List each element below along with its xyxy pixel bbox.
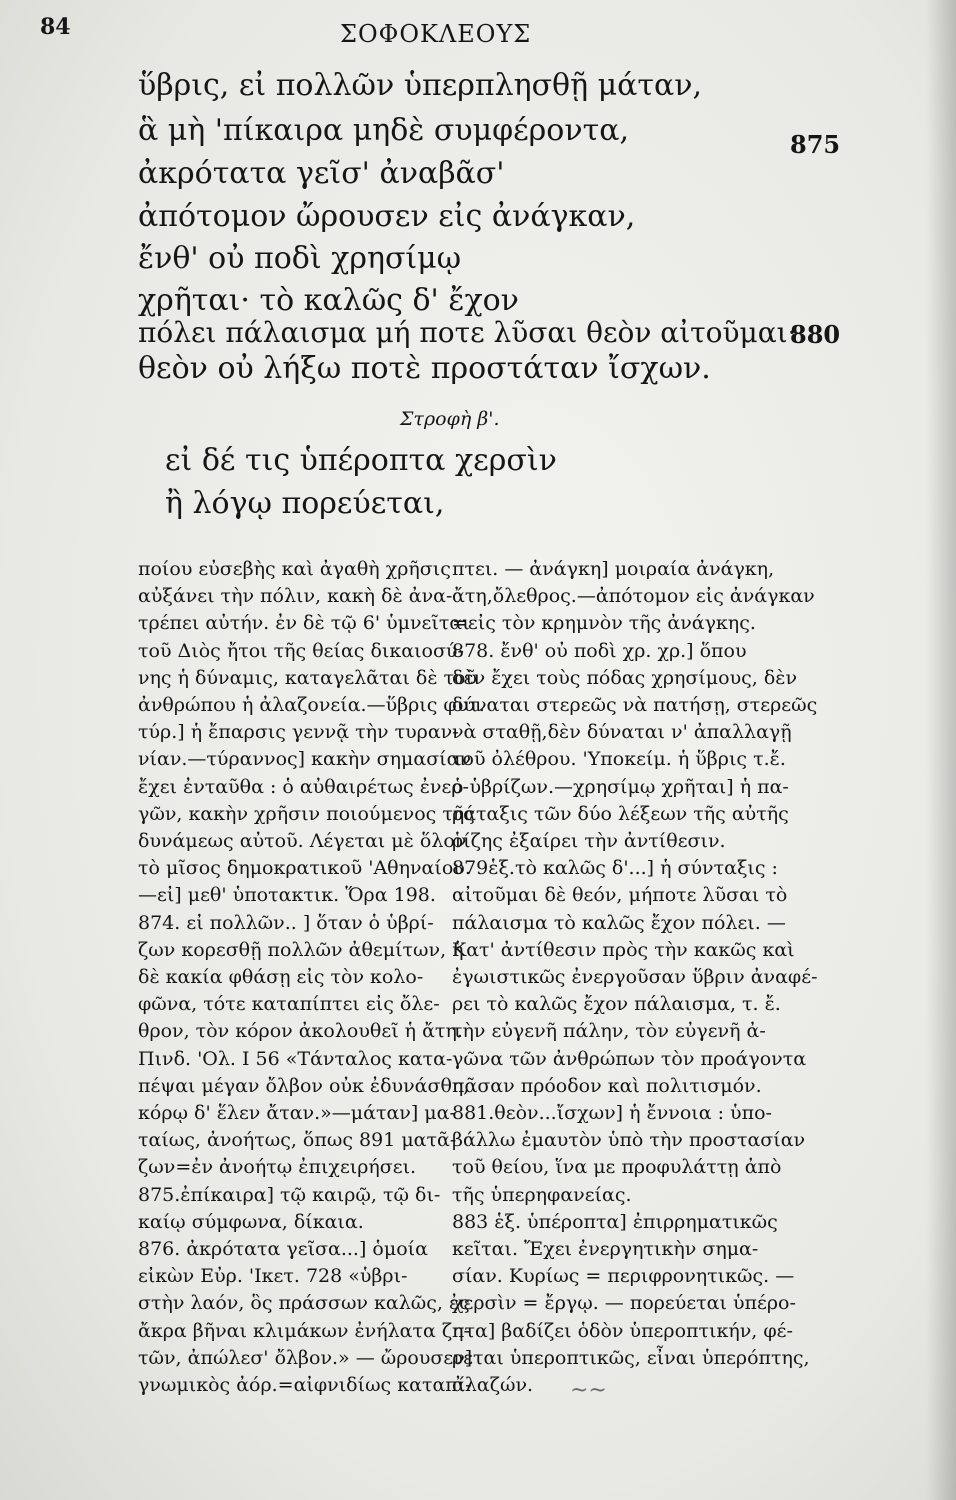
commentary-line: νης ἡ δύναμις, καταγελᾶται δὲ τοῦ	[138, 666, 478, 689]
commentary-line: δύναται στερεῶς νὰ πατήσῃ, στερεῶς	[452, 694, 818, 717]
commentary-line: πτα] βαδίζει ὁδὸν ὑπεροπτικήν, φέ-	[452, 1319, 793, 1342]
commentary-line: εἰκὼν Εὐρ. 'Ικετ. 728 «ὑβρι-	[138, 1265, 408, 1288]
commentary-line: 876. ἀκρότατα γεῖσα...] ὁμοία	[138, 1238, 428, 1261]
commentary-line: γῶνα τῶν ἀνθρώπων τὸν προάγοντα	[452, 1047, 807, 1070]
commentary-line: τρέπει αὐτήν. ἐν δὲ τῷ 6' ὑμνεῖται	[138, 612, 470, 635]
commentary-line: ρεται ὑπεροπτικῶς, εἶναι ὑπερόπτης,	[452, 1346, 810, 1369]
verse-line: ἀκρότατα γεῖσ' ἀναβᾶσ'	[138, 156, 505, 191]
commentary-line: Πινδ. 'Ολ. I 56 «Τάνταλος κατα-	[138, 1047, 453, 1070]
commentary-line: πᾶσαν πρόοδον καὶ πολιτισμόν.	[452, 1074, 762, 1097]
commentary-line: ἄκρα βῆναι κλιμάκων ἐνήλατα ζη-	[138, 1319, 470, 1342]
commentary-line: βάλλω ἐμαυτὸν ὑπὸ τὴν προστασίαν	[452, 1129, 806, 1152]
commentary-line: Κατ' ἀντίθεσιν πρὸς τὴν κακῶς καὶ	[452, 938, 795, 961]
strophe-label: Στροφὴ β'.	[400, 408, 500, 430]
commentary-line: τύρ.] ἡ ἔπαρσις γεννᾷ τὴν τυραν-	[138, 721, 459, 744]
page-gutter-shadow	[926, 0, 956, 1500]
commentary-line: πάλαισμα τὸ καλῶς ἔχον πόλει. —	[452, 911, 786, 934]
line-number: 875	[790, 130, 841, 159]
commentary-line: ταίως, ἀνοήτως, ὅπως 891 ματᾶ-	[138, 1129, 457, 1152]
verse-line: ἀπότομον ὤρουσεν εἰς ἀνάγκαν,	[138, 199, 636, 234]
commentary-line: γῶν, κακὴν χρῆσιν ποιούμενος τῆς	[138, 802, 475, 825]
commentary-line: τὴν εὐγενῆ πάλην, τὸν εὐγενῆ ἀ-	[452, 1020, 766, 1043]
commentary-line: ἄτη,ὄλεθρος.—ἀπότομον εἰς ἀνάγκαν	[452, 585, 815, 608]
commentary-line: ζων κορεσθῇ πολλῶν ἀθεμίτων, ἡ	[138, 938, 464, 961]
commentary-line: ἀνθρώπου ἡ ἀλαζονεία.—ὕβρις φυτ.	[138, 694, 485, 717]
commentary-line: 879ἑξ.τὸ καλῶς δ'...] ἡ σύνταξις :	[452, 857, 778, 880]
commentary-line: 875.ἐπίκαιρα] τῷ καιρῷ, τῷ δι-	[138, 1183, 441, 1206]
strophe-line: ἢ λόγῳ πορεύεται,	[165, 486, 445, 521]
page-number: 84	[40, 14, 71, 40]
commentary-line: πτει. — ἀνάγκη] μοιραία ἀνάγκη,	[452, 558, 775, 580]
commentary-line: χερσὶν = ἔργῳ. — πορεύεται ὑπέρο-	[452, 1292, 796, 1315]
commentary-line: σίαν. Κυρίως = περιφρονητικῶς. —	[452, 1265, 795, 1288]
commentary-left-column	[138, 556, 485, 1399]
commentary-line: 874. εἰ πολλῶν.. ] ὅταν ὁ ὑβρί-	[138, 911, 434, 934]
commentary-line: στὴν λαόν, ὃς πράσσων καλῶς, ἐς	[138, 1292, 470, 1315]
commentary-line: τῶν, ἀπώλεσ' ὄλβον.» — ὤρουσεν]	[138, 1346, 473, 1369]
commentary-line: ρει τὸ καλῶς ἔχον πάλαισμα, τ. ἔ.	[452, 993, 781, 1016]
commentary-line: 881.θεὸν...ἴσχων] ἡ ἔννοια : ὑπο-	[452, 1102, 772, 1125]
strophe-line: εἰ δέ τις ὑπέροπτα χερσὶν	[165, 443, 557, 478]
commentary-line: τοῦ ὀλέθρου. 'Υποκείμ. ἡ ὕβρις τ.ἔ.	[452, 748, 786, 771]
line-number: 880	[790, 320, 841, 349]
verse-line: πόλει πάλαισμα μή ποτε λῦσαι θεὸν αἰτοῦμαι·	[138, 316, 797, 349]
verse-line: θεὸν οὐ λήξω ποτὲ προστάταν ἴσχων.	[138, 351, 711, 386]
commentary-line: αὐξάνει τὴν πόλιν, κακὴ δὲ ἀνα-	[138, 585, 453, 608]
commentary-line: νὰ σταθῇ,δὲν δύναται ν' ἀπαλλαγῇ	[452, 721, 792, 744]
commentary-right-column	[452, 556, 837, 1399]
commentary-line: δυνάμεως αὐτοῦ. Λέγεται μὲ ὅλον	[138, 830, 467, 853]
commentary-line: κεῖται. Ἔχει ἐνεργητικὴν σημα-	[452, 1238, 759, 1261]
commentary-line: τὸ μῖσος δημοκρατικοῦ 'Αθηναίου.	[138, 857, 471, 880]
running-title: ΣΟΦΟΚΛΕΟΥΣ	[340, 20, 532, 48]
commentary-line: ὁ ὑβρίζων.—χρησίμῳ χρῆται] ἡ πα-	[452, 775, 789, 798]
commentary-line: ἀλαζών.	[452, 1374, 534, 1397]
handwritten-mark: ~~	[570, 1378, 607, 1403]
commentary-line: δὲ κακία φθάσῃ εἰς τὸν κολο-	[138, 966, 424, 989]
commentary-line: δὲν ἔχει τοὺς πόδας χρησίμους, δὲν	[452, 666, 798, 689]
commentary-line: 878. ἔνθ' οὐ ποδὶ χρ. χρ.] ὅπου	[452, 639, 747, 662]
commentary-line: ἔχει ἐνταῦθα : ὁ αὐθαιρέτως ἐνερ-	[138, 775, 469, 798]
commentary-line: φῶνα, τότε καταπίπτει εἰς ὄλε-	[138, 993, 440, 1016]
commentary-line: ράταξις τῶν δύο λέξεων τῆς αὐτῆς	[452, 802, 789, 825]
verse-line: ὕβρις, εἰ πολλῶν ὑπερπλησθῇ μάταν,	[138, 68, 703, 103]
commentary-line: τῆς ὑπερηφανείας.	[452, 1183, 632, 1206]
commentary-line: αἰτοῦμαι δὲ θεόν, μήποτε λῦσαι τὸ	[452, 884, 788, 907]
commentary-line: νίαν.—τύραννος] κακὴν σημασίαν	[138, 748, 472, 771]
verse-line: χρῆται· τὸ καλῶς δ' ἔχον	[138, 283, 519, 318]
commentary-line: θρον, τὸν κόρον ἀκολουθεῖ ἡ ἄτη.	[138, 1020, 463, 1043]
verse-line: ἃ μὴ 'πίκαιρα μηδὲ συμφέροντα,	[138, 113, 629, 148]
commentary-line: —εἰ] μεθ' ὑποτακτικ. Ὅρα 198.	[138, 884, 436, 907]
commentary-line: πέψαι μέγαν ὄλβον οὐκ ἐδυνάσθη,	[138, 1074, 470, 1097]
commentary-line: τοῦ Διὸς ἤτοι τῆς θείας δικαιοσύ-	[138, 639, 464, 662]
commentary-line: καίῳ σύμφωνα, δίκαια.	[138, 1210, 364, 1233]
commentary-line: τοῦ θείου, ἵνα με προφυλάττῃ ἀπὸ	[452, 1156, 782, 1179]
commentary-line: 883 ἑξ. ὑπέροπτα] ἐπιρρηματικῶς	[452, 1210, 778, 1233]
commentary-line: ζων=ἐν ἀνοήτῳ ἐπιχειρήσει.	[138, 1156, 417, 1179]
verse-line: ἔνθ' οὐ ποδὶ χρησίμῳ	[138, 241, 462, 276]
commentary-line: =εἰς τὸν κρημνὸν τῆς ἀνάγκης.	[452, 612, 756, 635]
commentary-line: ῥίζης ἐξαίρει τὴν ἀντίθεσιν.	[452, 830, 726, 853]
commentary-line: κόρῳ δ' ἕλεν ἄταν.»—μάταν] μα-	[138, 1102, 456, 1125]
commentary-line: γνωμικὸς ἀόρ.=αἰφνιδίως καταπί-	[138, 1374, 472, 1397]
commentary-line: ποίου εὐσεβὴς καὶ ἀγαθὴ χρῆσις	[138, 558, 451, 580]
commentary-line: ἐγωιστικῶς ἐνεργοῦσαν ὕβριν ἀναφέ-	[452, 966, 818, 989]
